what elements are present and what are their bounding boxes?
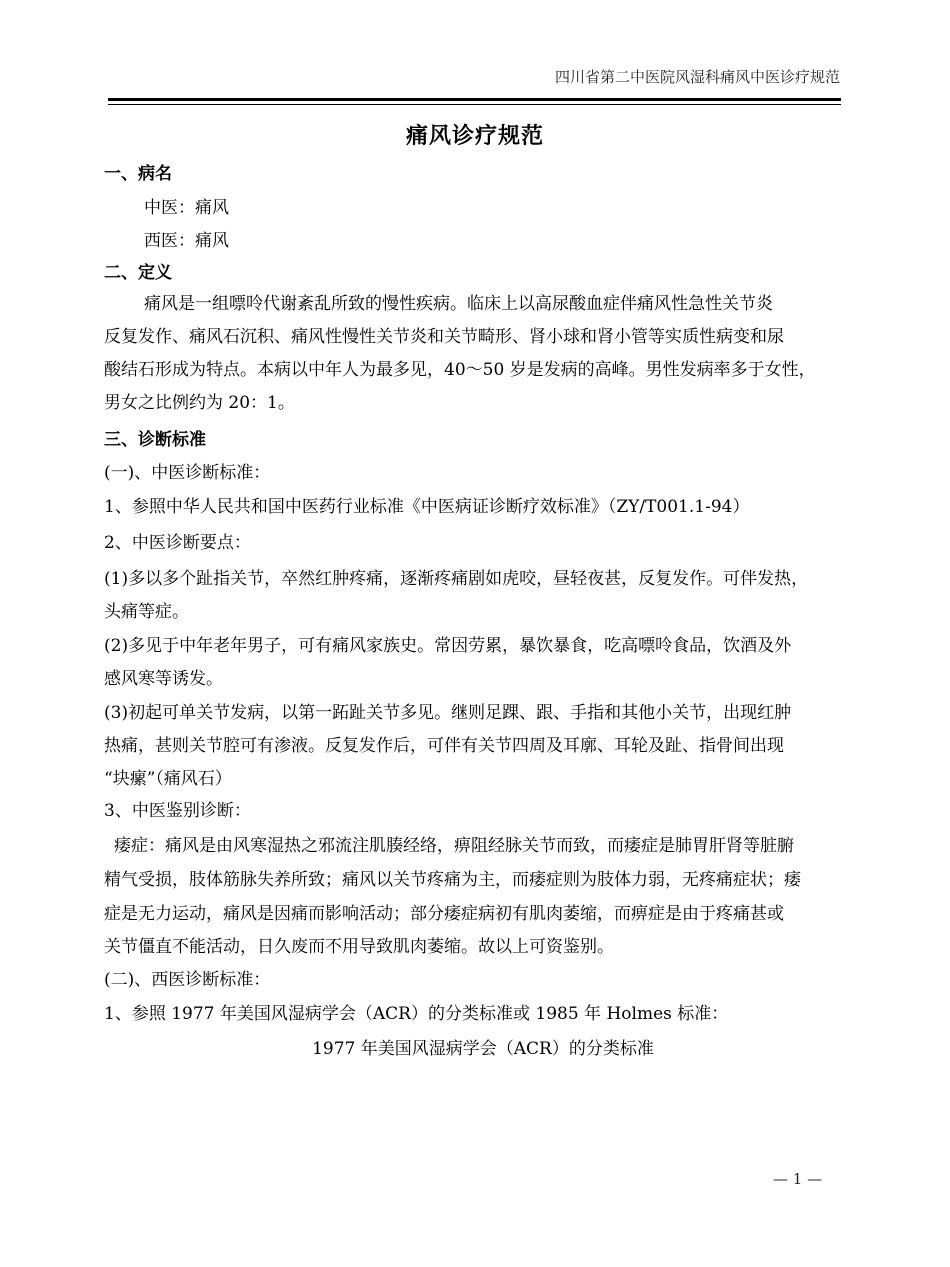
paragraph-line: 头痛等症。 xyxy=(104,602,189,622)
paragraph-line: 反复发作、痛风石沉积、痛风性慢性关节炎和关节畸形、肾小球和肾小管等实质性病变和尿 xyxy=(104,327,784,347)
section-heading: 一、病名 xyxy=(104,164,172,184)
paragraph-line: 关节僵直不能活动，日久废而不用导致肌肉萎缩。故以上可资鉴别。 xyxy=(104,937,614,957)
paragraph-line: 中医：痛风 xyxy=(144,198,229,218)
paragraph-line: 3、中医鉴别诊断： xyxy=(104,801,251,821)
running-header: 四川省第二中医院风湿科痛风中医诊疗规范 xyxy=(554,68,840,86)
subsection-heading: (一)、中医诊断标准： xyxy=(104,463,271,483)
paragraph-line: 痛风是一组嘌呤代谢紊乱所致的慢性疾病。临床上以高尿酸血症伴痛风性急性关节炎 xyxy=(144,294,773,314)
document-title: 痛风诊疗规范 xyxy=(405,123,544,149)
paragraph-line: 痿症：痛风是由风寒湿热之邪流注肌腠经络，痹阻经脉关节而致，而痿症是肺胃肝肾等脏腑 xyxy=(114,836,794,856)
paragraph-line: 热痛，甚则关节腔可有渗液。反复发作后，可伴有关节四周及耳廓、耳轮及趾、指骨间出现 xyxy=(104,736,784,756)
paragraph-line: 1、参照中华人民共和国中医药行业标准《中医病证诊断疗效标准》（ZY/T001.1-94） xyxy=(104,497,750,517)
paragraph-line: (3)初起可单关节发病，以第一跖趾关节多见。继则足踝、跟、手指和其他小关节，出现红肿 xyxy=(104,703,792,723)
paragraph-line: 酸结石形成为特点。本病以中年人为最多见，40～50 岁是发病的高峰。男性发病率多于女性， xyxy=(104,360,816,380)
paragraph-line: 2、中医诊断要点： xyxy=(104,533,251,553)
section-heading: 二、定义 xyxy=(104,263,172,283)
paragraph-line: “块瘰”（痛风石） xyxy=(104,769,232,789)
table-caption: 1977 年美国风湿病学会（ACR）的分类标准 xyxy=(312,1039,654,1059)
paragraph-line: 症是无力运动，痛风是因痛而影响活动；部分痿症病初有肌肉萎缩，而痹症是由于疼痛甚或 xyxy=(104,904,784,924)
header-rule-thin xyxy=(108,104,841,105)
subsection-heading: (二)、西医诊断标准： xyxy=(104,970,271,990)
paragraph-line: 精气受损，肢体筋脉失养所致；痛风以关节疼痛为主，而痿症则为肢体力弱，无疼痛症状；痿 xyxy=(104,870,801,890)
header-rule-thick xyxy=(108,98,841,101)
paragraph-line: 男女之比例约为 20：1。 xyxy=(104,393,295,413)
paragraph-line: 1、参照 1977 年美国风湿病学会（ACR）的分类标准或 1985 年 Holmes 标准： xyxy=(104,1004,729,1024)
paragraph-line: 感风寒等诱发。 xyxy=(104,669,223,689)
paragraph-line: 西医：痛风 xyxy=(144,231,229,251)
section-heading: 三、诊断标准 xyxy=(104,430,206,450)
page-number: — 1 — xyxy=(773,1170,823,1188)
paragraph-line: (2)多见于中年老年男子，可有痛风家族史。常因劳累，暴饮暴食，吃高嘌呤食品，饮酒及外 xyxy=(104,636,792,656)
paragraph-line: (1)多以多个趾指关节，卒然红肿疼痛，逐渐疼痛剧如虎咬，昼轻夜甚，反复发作。可伴发热， xyxy=(104,569,809,589)
